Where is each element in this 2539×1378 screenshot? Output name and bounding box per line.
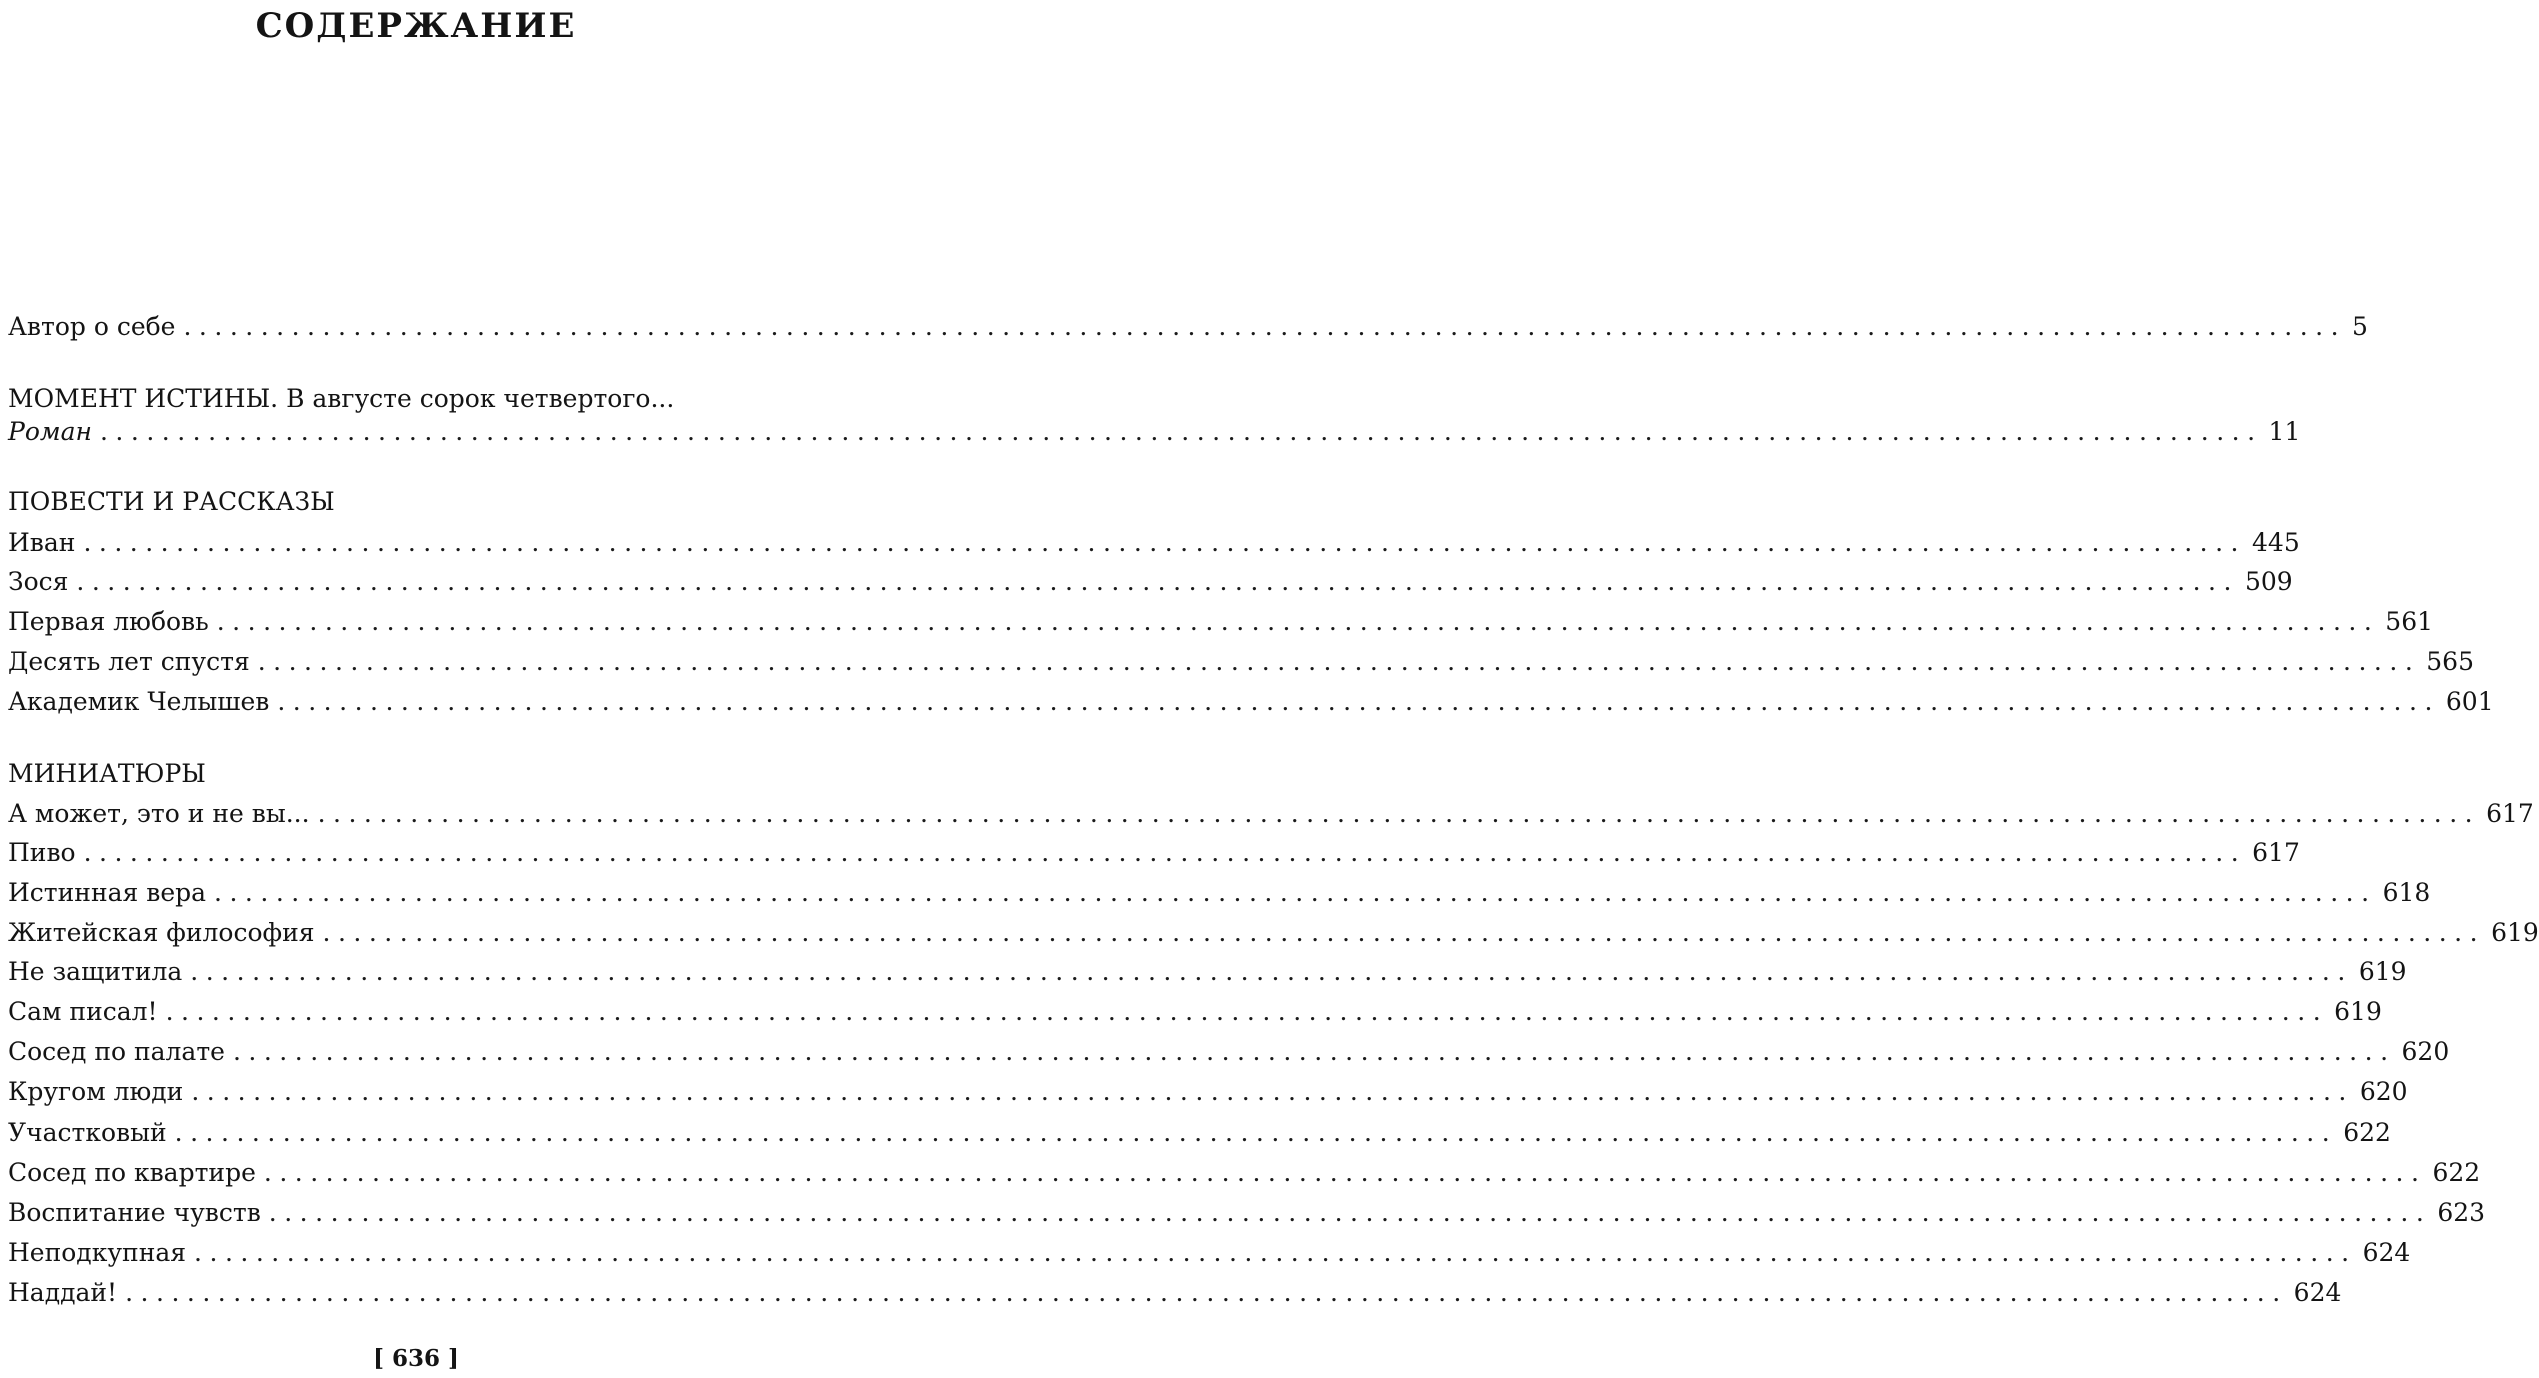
toc-entry[interactable]: [8, 956, 2407, 988]
toc-entry[interactable]: [8, 686, 2494, 718]
page-title: СОДЕРЖАНИЕ: [255, 6, 577, 46]
entry-page: 623: [2437, 1198, 2486, 1227]
leader-dots: ............................................................................................................................................: [83, 528, 2247, 557]
entry-page: 622: [2343, 1118, 2391, 1147]
leader-dots: ............................................................................................................................................: [322, 918, 2486, 947]
entry-title: Сосед по палате: [8, 1037, 225, 1066]
toc-entry[interactable]: [8, 527, 2300, 559]
leader-dots: ............................................................................................................................................: [194, 1238, 2357, 1267]
toc-entry[interactable]: [8, 1117, 2391, 1149]
toc-entry-novel[interactable]: [8, 416, 2301, 448]
toc-entry[interactable]: [8, 1237, 2411, 1269]
leader-dots: ............................................................................................................................................: [277, 687, 2440, 716]
toc-entry[interactable]: [8, 877, 2431, 909]
entry-page: 509: [2244, 567, 2293, 596]
toc-entry[interactable]: [8, 917, 2539, 949]
toc-entry[interactable]: [8, 1036, 2450, 1068]
toc-entry[interactable]: [8, 996, 2382, 1028]
section-heading-stories: ПОВЕСТИ И РАССКАЗЫ: [8, 487, 335, 516]
toc-entry[interactable]: [8, 837, 2300, 869]
entry-page: 601: [2445, 687, 2494, 716]
leader-dots: ............................................................................................................................................: [99, 417, 2263, 446]
entry-title: Пиво: [8, 838, 76, 867]
entry-page: 624: [2362, 1238, 2411, 1267]
leader-dots: ............................................................................................................................................: [190, 957, 2353, 986]
leader-dots: ............................................................................................................................................: [214, 878, 2377, 907]
leader-dots: ............................................................................................................................................: [183, 312, 2347, 341]
entry-title: Автор о себе: [8, 312, 176, 341]
entry-title: Наддай!: [8, 1278, 118, 1307]
leader-dots: ............................................................................................................................................: [216, 607, 2380, 636]
entry-page: 445: [2252, 528, 2300, 557]
entry-page: 5: [2352, 312, 2368, 341]
toc-entry[interactable]: [8, 646, 2474, 678]
entry-title: Истинная вера: [8, 878, 207, 907]
entry-title: Сосед по квартире: [8, 1158, 256, 1187]
leader-dots: ............................................................................................................................................: [125, 1278, 2288, 1307]
entry-title: Участковый: [8, 1118, 167, 1147]
entry-title: Десять лет спустя: [8, 647, 250, 676]
entry-page: 619: [2334, 997, 2382, 1026]
leader-dots: ............................................................................................................................................: [317, 799, 2481, 828]
novel-heading: МОМЕНТ ИСТИНЫ. В августе сорок четвертого...: [8, 384, 675, 413]
entry-title: Воспитание чувств: [8, 1198, 261, 1227]
entry-page: 617: [2252, 838, 2300, 867]
leader-dots: ............................................................................................................................................: [76, 567, 2239, 596]
entry-title: Зося: [8, 567, 69, 596]
toc-entry[interactable]: [8, 1277, 2342, 1309]
entry-page: 619: [2358, 957, 2407, 986]
entry-title: Сам писал!: [8, 997, 158, 1026]
toc-entry[interactable]: [8, 606, 2434, 638]
entry-title: А может, это и не вы...: [8, 799, 310, 828]
entry-title: Первая любовь: [8, 607, 209, 636]
entry-title: Житейская философия: [8, 918, 315, 947]
toc-entry[interactable]: [8, 798, 2534, 830]
page-number: [ 636 ]: [373, 1345, 459, 1372]
entry-title: Роман: [8, 417, 92, 446]
toc-entry-author[interactable]: [8, 311, 2368, 343]
entry-page: 617: [2486, 799, 2534, 828]
entry-title: Неподкупная: [8, 1238, 187, 1267]
entry-page: 620: [2359, 1077, 2408, 1106]
entry-page: 620: [2401, 1037, 2450, 1066]
leader-dots: ............................................................................................................................................: [83, 838, 2247, 867]
entry-page: 561: [2385, 607, 2434, 636]
leader-dots: ............................................................................................................................................: [257, 647, 2421, 676]
entry-page: 565: [2426, 647, 2474, 676]
leader-dots: ............................................................................................................................................: [191, 1077, 2354, 1106]
entry-title: Академик Челышев: [8, 687, 270, 716]
toc-entry[interactable]: [8, 1076, 2408, 1108]
entry-page: 624: [2293, 1278, 2342, 1307]
entry-page: 618: [2382, 878, 2431, 907]
toc-entry[interactable]: [8, 1157, 2481, 1189]
entry-title: Не защитила: [8, 957, 183, 986]
toc-entry[interactable]: [8, 566, 2293, 598]
section-heading-miniatures: МИНИАТЮРЫ: [8, 759, 206, 788]
toc-entry[interactable]: [8, 1197, 2486, 1229]
entry-page: 619: [2491, 918, 2539, 947]
entry-page: 11: [2268, 417, 2301, 446]
entry-title: Кругом люди: [8, 1077, 184, 1106]
leader-dots: ............................................................................................................................................: [165, 997, 2329, 1026]
entry-page: 622: [2432, 1158, 2481, 1187]
leader-dots: ............................................................................................................................................: [268, 1198, 2432, 1227]
leader-dots: ............................................................................................................................................: [263, 1158, 2427, 1187]
leader-dots: ............................................................................................................................................: [232, 1037, 2396, 1066]
leader-dots: ............................................................................................................................................: [174, 1118, 2338, 1147]
entry-title: Иван: [8, 528, 76, 557]
